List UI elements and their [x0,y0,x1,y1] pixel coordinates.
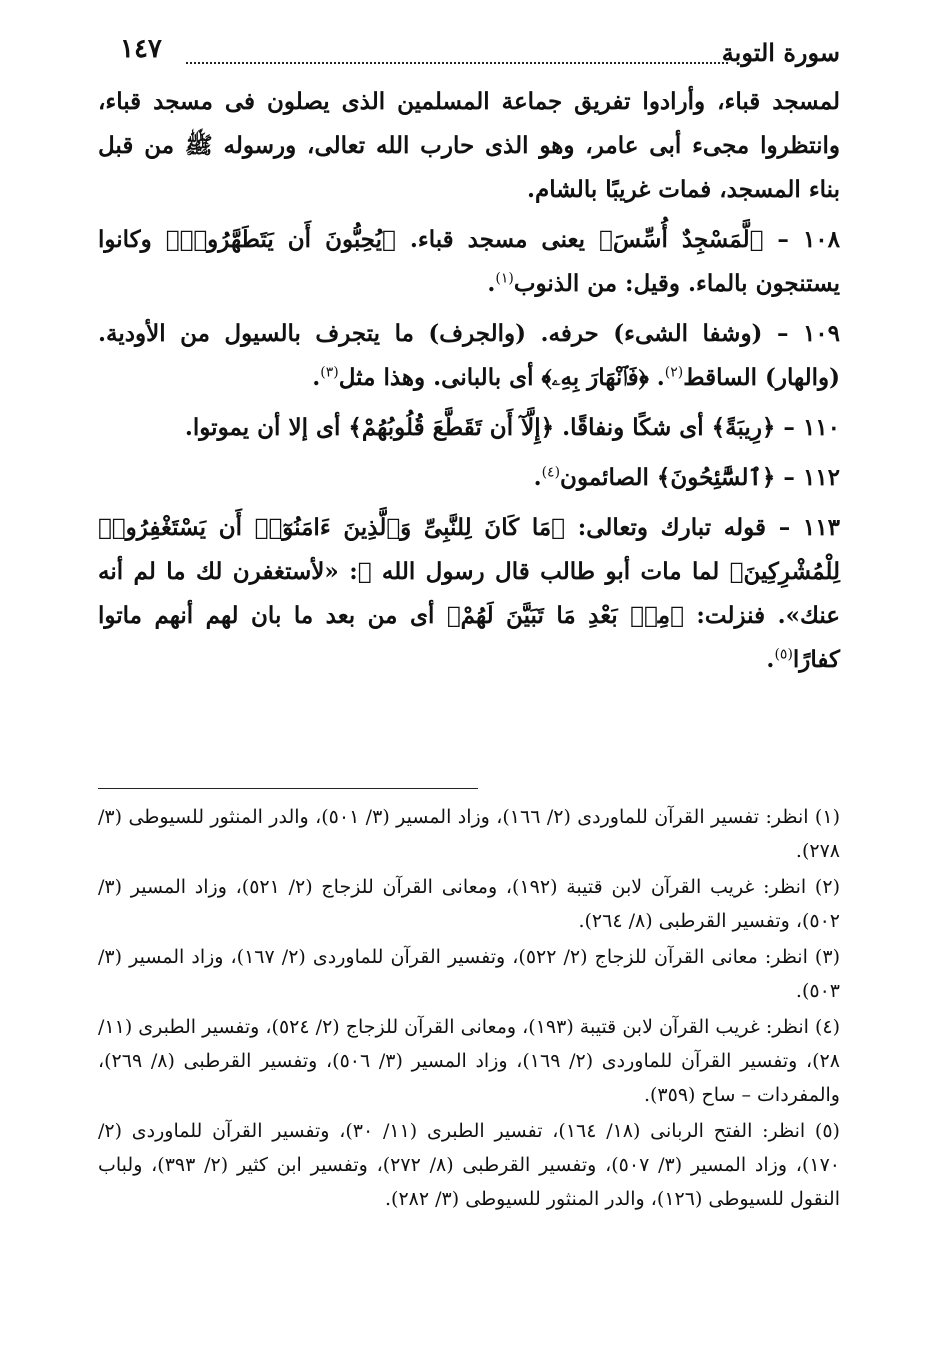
sentence-end: . [312,364,321,391]
footnote-ref: (٥) [774,646,793,663]
verse-number: ١١٢ – [783,464,840,491]
commentary-text: الصائمون [560,464,657,491]
verse-110-entry [98,406,840,450]
verse-number: ١١٣ – [778,514,840,541]
surah-title: سورة التوبة [721,38,840,67]
quran-quote: ﴿ٱلسَّٰٓئِحُونَ﴾ [656,464,776,491]
commentary-text: قوله تبارك وتعالى: [565,514,779,541]
book-page [98,30,841,1210]
verse-112-entry [98,456,840,500]
quran-quote: ﴿فَٱنْهَارَ بِهِۦ﴾ [541,364,649,391]
footnote-ref: (١) [495,270,514,287]
main-text [98,80,840,682]
footnote-5: (٥) انظر: الفتح الربانى (١٨/ ١٦٤)، تفسير الطبرى (١١/ ٣٠)، وتفسير القرآن للماوردى (٢/ ١٧٠)، وزاد المسير (٣/ ٥٠٧)، وتفسير القرطبى (٨/ ٢٧٢)، وتفسير ابن كثير (٢/ ٣٩٣)، ولباب النقول للسيوطى (١٢٦)، والدر المنثور للسيوطى (٣/ ٢٨٢). [98,1120,840,1210]
page-number: ١٤٧ [120,34,162,64]
quran-quote: ﴿يُحِبُّونَ أَن يَتَطَهَّرُوا۟﴾ [165,226,396,253]
footnote-2: (٢) انظر: غريب القرآن لابن قتيبة (١٩٢)، ومعانى القرآن للزجاج (٢/ ٥٢١)، وزاد المسير (٣/ ٥٠٢)، وتفسير القرطبى (٨/ ٢٦٤). [98,876,840,932]
footnote-4: (٤) انظر: غريب القرآن لابن قتيبة (١٩٣)، ومعانى القرآن للزجاج (٢/ ٥٢٤)، وتفسير الطبرى (١١/ ٢٨)، وتفسير القرآن للماوردى (٢/ ١٦٩)، وزاد المسير (٣/ ٥٠٦)، وتفسير القرطبى (٨/ ٢٦٩)، والمفردات – ساح (٣٥٩). [98,1016,841,1106]
sentence-end: . [487,270,496,297]
commentary-text: يعنى مسجد قباء. [395,226,600,253]
verse-number: ١١٠ – [783,414,840,441]
footnote-1: (١) انظر: تفسير القرآن للماوردى (٢/ ١٦٦)، وزاد المسير (٣/ ٥٠١)، والدر المنثور للسيوطى (٣/ ٢٧٨). [98,806,840,862]
verse-number: ١٠٨ – [777,226,840,253]
footnote-separator [98,788,478,789]
footnote-3: (٣) انظر: معانى القرآن للزجاج (٢/ ٥٢٢)، وتفسير القرآن للماوردى (٢/ ١٦٧)، وزاد المسير (٣/ ٥٠٣). [98,946,840,1002]
footnote-ref: (٢) [664,364,684,381]
quran-quote: ﴿رِيبَةً﴾ [711,414,776,441]
commentary-text: أى بالبانى. وهذا مثل [338,364,542,391]
quran-quote: ﴿مَا كَانَ لِلنَّبِىِّ وَٱلَّذِينَ ءَامَنُوٓا۟ أَن يَسْتَغْفِرُوا۟ لِلْمُشْرِكِينَ﴾ [98,514,840,585]
verse-number: ١٠٩ – [776,320,840,347]
verse-113-entry [98,506,840,682]
page-header [98,30,840,80]
sentence-end: . [533,464,542,491]
footnotes-section [98,800,840,1218]
intro-paragraph: لمسجد قباء، وأرادوا تفريق جماعة المسلمين الذى يصلون فى مسجد قباء، وانتظروا مجىء أبى عامر، وهو الذى حارب الله تعالى، ورسوله ﷺ من قبل بناء المسجد، فمات غريبًا بالشام. [98,88,840,203]
verse-108-entry [98,218,840,306]
commentary-text: وكانوا يستنجون بالماء. وقيل: من الذنوب [98,226,840,297]
commentary-text: أى إلا أن يموتوا. [184,414,349,441]
sentence-end: . [766,646,775,673]
commentary-text: . [648,364,665,391]
commentary-text: أى من بعد ما بان لهم أنهم ماتوا كفارًا [98,602,840,673]
commentary-text: أى شكًا ونفاقًا. [554,414,712,441]
footnote-ref: (٤) [541,464,561,481]
verse-109-entry [98,312,840,400]
commentary-text: (وشفا الشىء) حرفه. (والجرف) ما يتجرف بالسيول من الأودية. (والهار) الساقط [98,320,840,391]
footnote-ref: (٣) [320,364,339,381]
quran-quote: ﴿مِنۢ بَعْدِ مَا تَبَيَّنَ لَهُمْ﴾ [446,602,684,629]
quran-quote: ﴿لَّمَسْجِدٌ أُسِّسَ﴾ [599,226,764,253]
header-dotted-leader [186,62,728,64]
quran-quote: ﴿إِلَّآ أَن تَقَطَّعَ قُلُوبُهُمْ﴾ [348,414,555,441]
commentary-text: لما مات أبو طالب قال رسول الله ﷺ: «لأستغفرن لك ما لم أنه عنك». فنزلت: [98,558,840,629]
